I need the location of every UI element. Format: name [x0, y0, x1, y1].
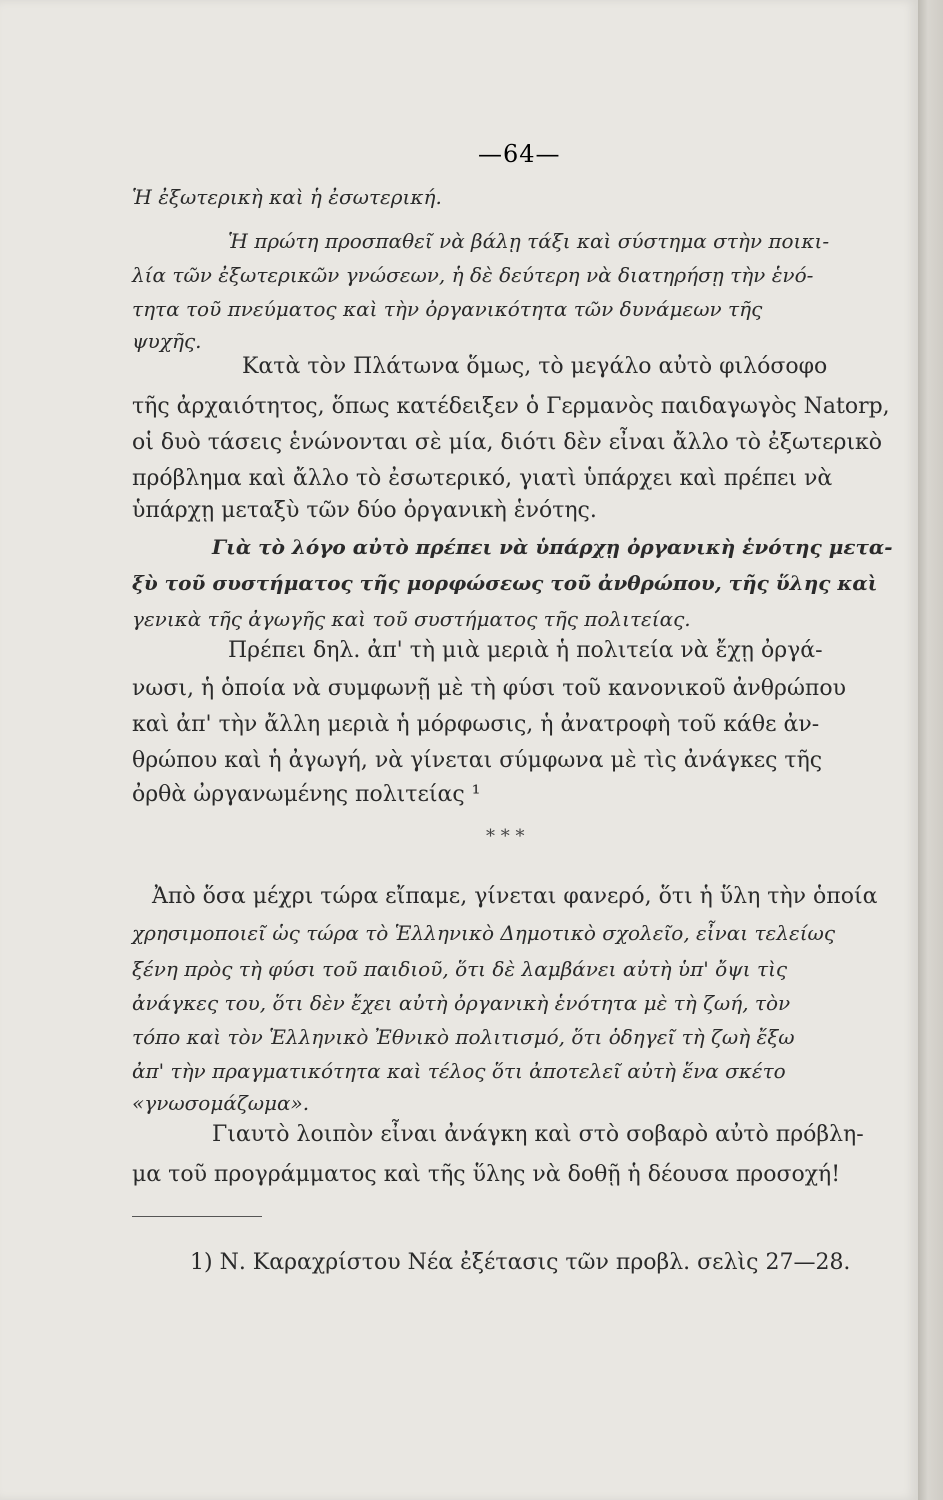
- paragraph-2-line: ὑπάρχῃ μεταξὺ τῶν δύο ὀργανικὴ ἑνότης.: [132, 498, 597, 523]
- paragraph-5-line: «γνωσομάζωμα».: [132, 1091, 310, 1115]
- paragraph-2-line: οἱ δυὸ τάσεις ἑνώνονται σὲ μία, διότι δὲν εἶναι ἄλλο τὸ ἐξωτερικὸ: [132, 430, 883, 455]
- paragraph-2-line: Κατὰ τὸν Πλάτωνα ὅμως, τὸ μεγάλο αὐτὸ φιλόσοφο: [242, 354, 828, 379]
- paragraph-1-line: τητα τοῦ πνεύματος καὶ τὴν ὀργανικότητα τῶν δυνάμεων τῆς: [132, 297, 763, 321]
- paragraph-2-line: πρόβλημα καὶ ἄλλο τὸ ἐσωτερικό, γιατὶ ὑπάρχει καὶ πρέπει νὰ: [132, 466, 833, 491]
- paragraph-5-line: ἀπ' τὴν πραγματικότητα καὶ τέλος ὅτι ἀποτελεῖ αὐτὴ ἕνα σκέτο: [132, 1059, 786, 1083]
- paragraph-4-line: Πρέπει δηλ. ἀπ' τὴ μιὰ μεριὰ ἡ πολιτεία νὰ ἔχῃ ὀργά-: [228, 638, 823, 663]
- footnote-rule: [132, 1216, 262, 1217]
- paragraph-6-line: Γιαυτὸ λοιπὸν εἶναι ἀνάγκη καὶ στὸ σοβαρὸ αὐτὸ πρόβλη-: [212, 1122, 864, 1147]
- paragraph-1-line: ψυχῆς.: [132, 329, 202, 353]
- paragraph-3-line: γενικὰ τῆς ἀγωγῆς καὶ τοῦ συστήματος τῆς πολιτείας.: [132, 607, 691, 631]
- paragraph-5-line: ἀνάγκες του, ὅτι δὲν ἔχει αὐτὴ ὀργανικὴ ἑνότητα μὲ τὴ ζωή, τὸν: [132, 991, 791, 1015]
- paragraph-4-line: ὀρθὰ ὠργανωμένης πολιτείας ¹: [132, 782, 481, 807]
- section-separator: * * *: [486, 826, 525, 847]
- paragraph-3-line: ξὺ τοῦ συστήματος τῆς μορφώσεως τοῦ ἀνθρώπου, τῆς ὕλης καὶ: [132, 571, 878, 595]
- section-heading: Ἡ ἐξωτερικὴ καὶ ἡ ἐσωτερική.: [132, 185, 442, 209]
- paragraph-5-line: χρησιμοποιεῖ ὡς τώρα τὸ Ἑλληνικὸ Δημοτικὸ σχολεῖο, εἶναι τελείως: [132, 921, 836, 945]
- paragraph-4-line: θρώπου καὶ ἡ ἀγωγή, νὰ γίνεται σύμφωνα μὲ τὶς ἀνάγκες τῆς: [132, 748, 823, 773]
- page-edge: [918, 0, 943, 1500]
- paragraph-5-line: ξένη πρὸς τὴ φύσι τοῦ παιδιοῦ, ὅτι δὲ λαμβάνει αὐτὴ ὑπ' ὄψι τὶς: [132, 957, 788, 981]
- paragraph-3-line: Γιὰ τὸ λόγο αὐτὸ πρέπει νὰ ὑπάρχῃ ὀργανικὴ ἑνότης μετα-: [212, 535, 893, 559]
- page-number: —64—: [478, 140, 561, 168]
- paragraph-6-line: μα τοῦ προγράμματος καὶ τῆς ὕλης νὰ δοθῇ ἡ δέουσα προσοχή!: [132, 1162, 841, 1187]
- paragraph-5-line: τόπο καὶ τὸν Ἑλληνικὸ Ἐθνικὸ πολιτισμό, ὅτι ὁδηγεῖ τὴ ζωὴ ἔξω: [132, 1025, 795, 1049]
- paragraph-1-line: λία τῶν ἐξωτερικῶν γνώσεων, ἡ δὲ δεύτερη νὰ διατηρήσῃ τὴν ἑνό-: [132, 263, 814, 287]
- paragraph-2-line: τῆς ἀρχαιότητος, ὅπως κατέδειξεν ὁ Γερμανὸς παιδαγωγὸς Natorp,: [132, 394, 890, 419]
- paragraph-1-line: Ἡ πρώτη προσπαθεῖ νὰ βάλῃ τάξι καὶ σύστημα στὴν ποικι-: [228, 229, 830, 253]
- footnote: 1) Ν. Καραχρίστου Νέα ἐξέτασις τῶν προβλ. σελὶς 27—28.: [190, 1250, 851, 1275]
- paragraph-5-line: Ἀπὸ ὅσα μέχρι τώρα εἴπαμε, γίνεται φανερό, ὅτι ἡ ὕλη τὴν ὁποία: [152, 884, 878, 909]
- paragraph-4-line: καὶ ἀπ' τὴν ἄλλη μεριὰ ἡ μόρφωσις, ἡ ἀνατροφὴ τοῦ κάθε ἀν-: [132, 712, 820, 737]
- paragraph-4-line: νωσι, ἡ ὁποία νὰ συμφωνῇ μὲ τὴ φύσι τοῦ κανονικοῦ ἀνθρώπου: [132, 676, 847, 701]
